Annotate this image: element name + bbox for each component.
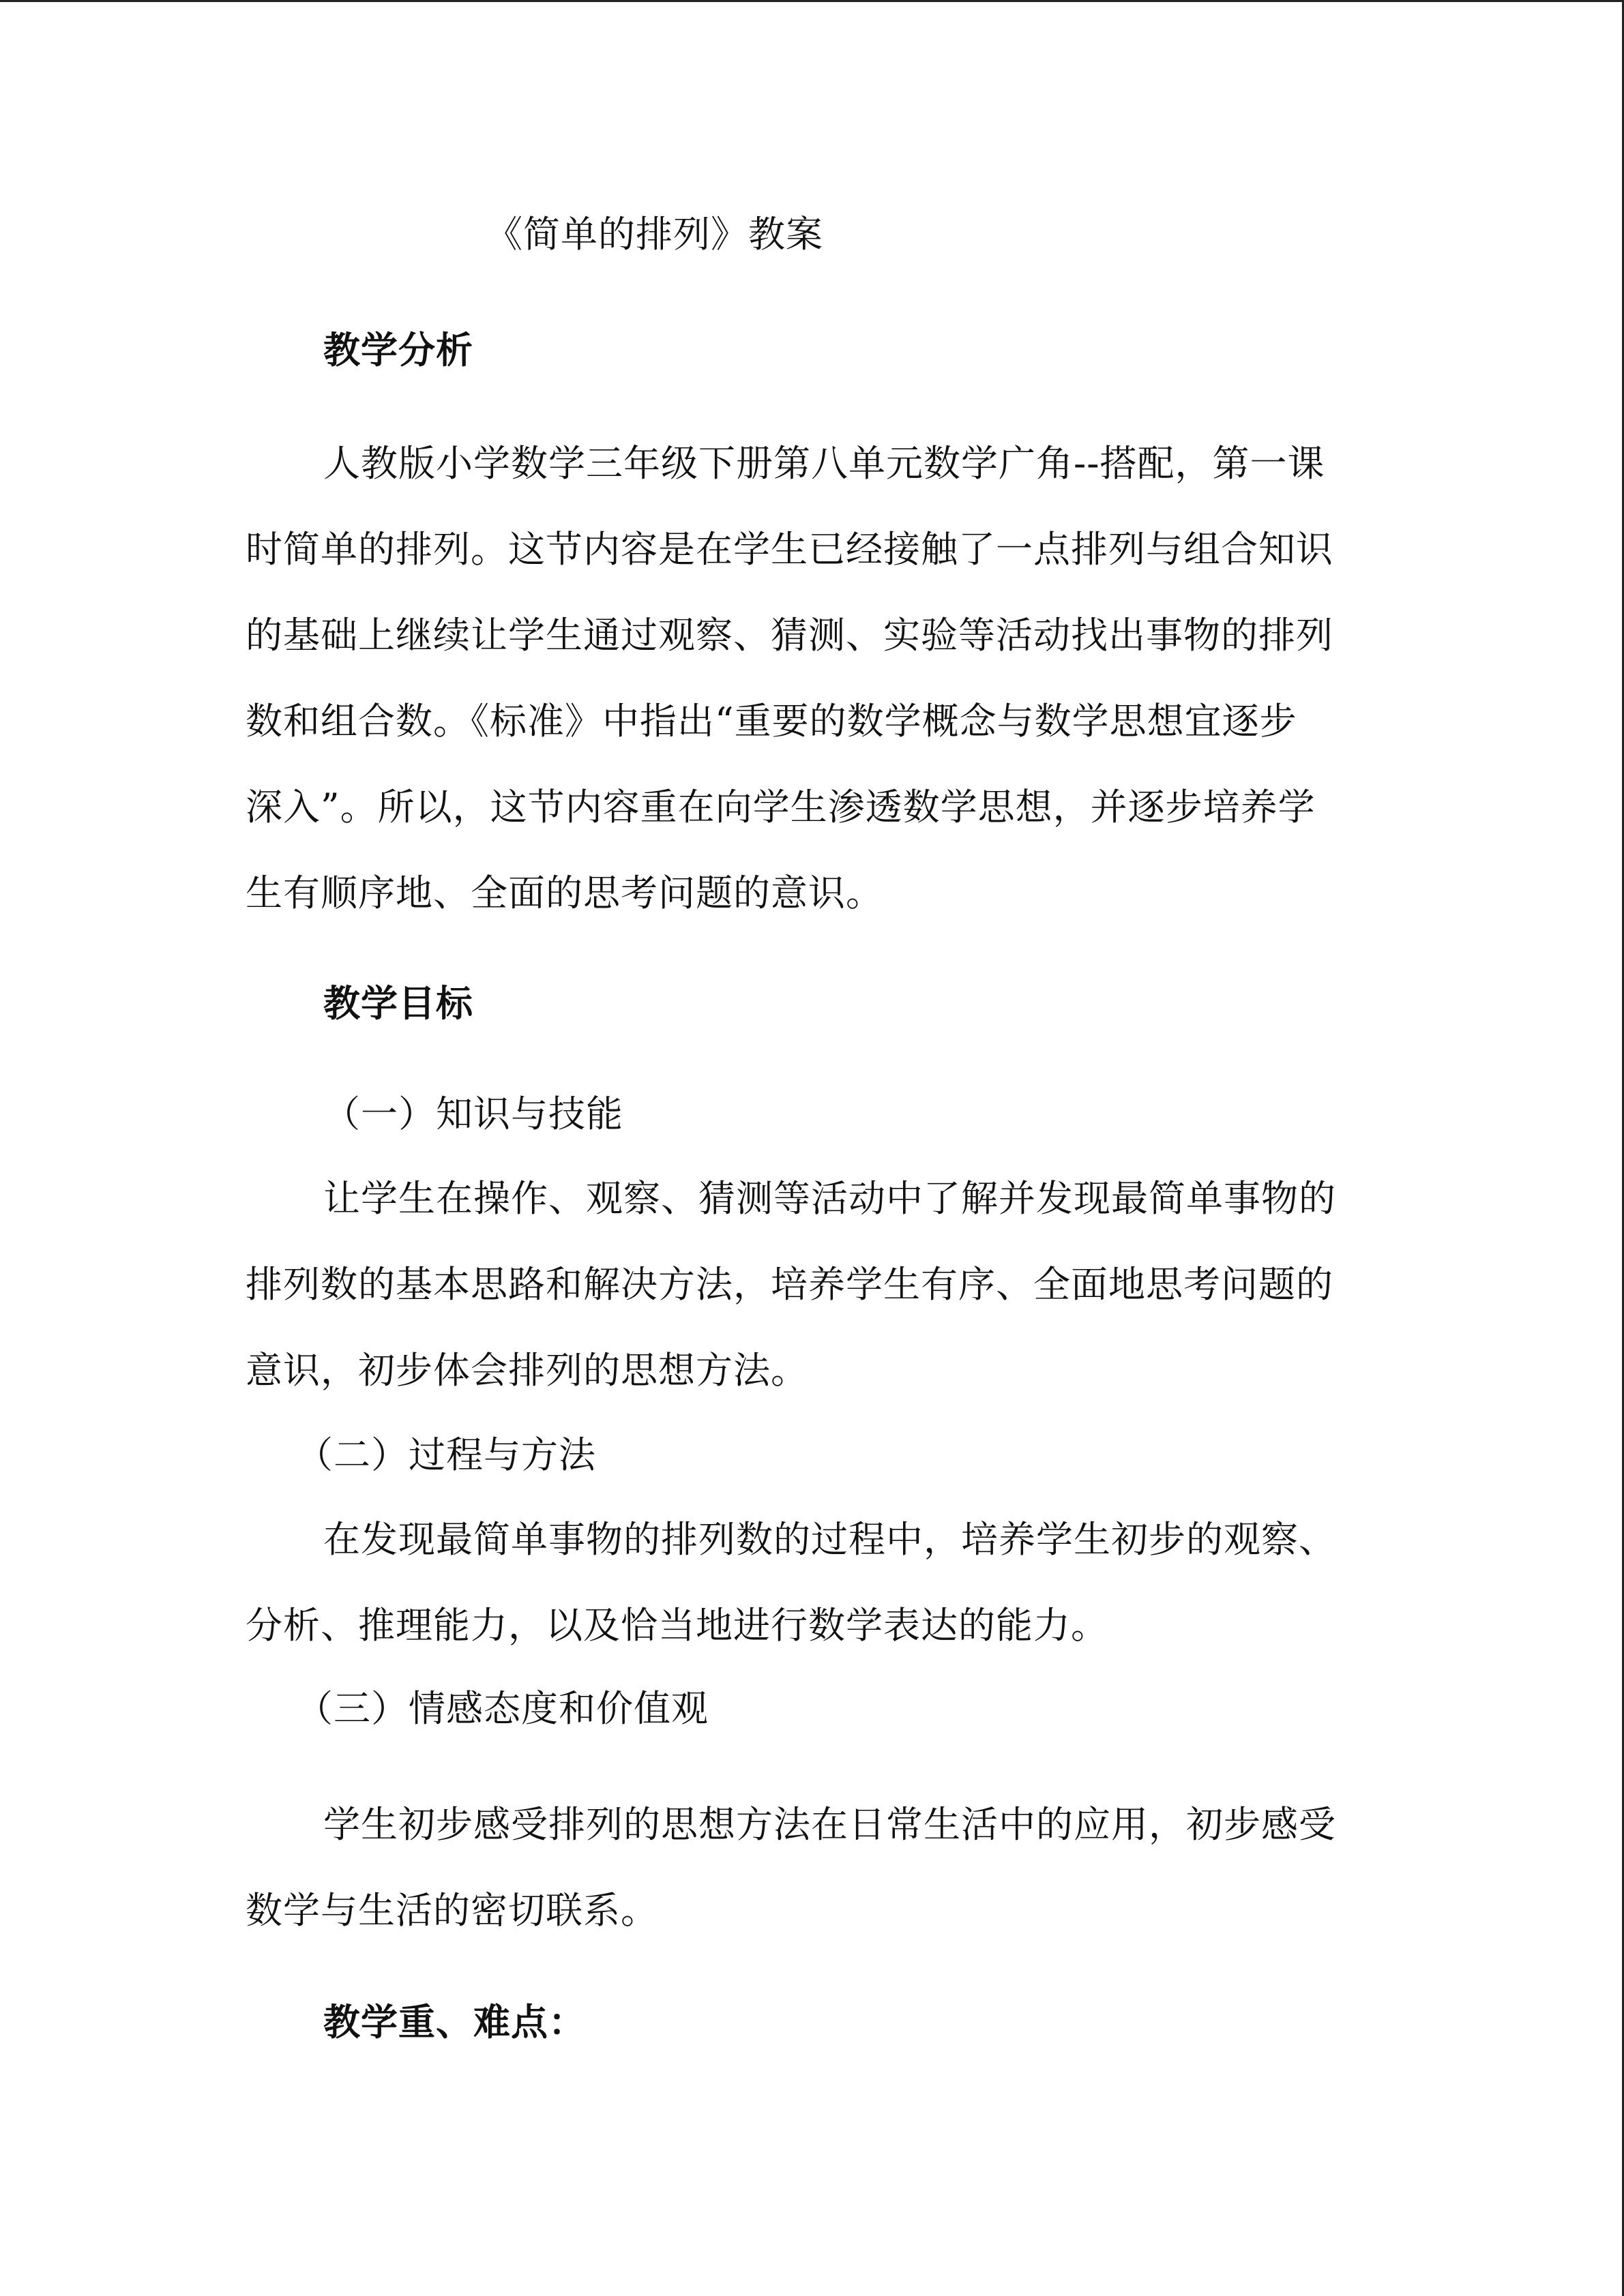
knowledge-line: 让学生在操作、观察、猜测等活动中了解并发现最简单事物的 xyxy=(323,1177,1336,1220)
emotion-line: 学生初步感受排列的思想方法在日常生活中的应用，初步感受 xyxy=(323,1803,1336,1846)
process-line: 分析、推理能力，以及恰当地进行数学表达的能力。 xyxy=(246,1604,1108,1647)
analysis-line: 的基础上继续让学生通过观察、猜测、实验等活动找出事物的排列 xyxy=(246,614,1333,657)
subheading-emotion: （三）情感态度和价值观 xyxy=(296,1687,709,1730)
analysis-line: 时简单的排列。这节内容是在学生已经接触了一点排列与组合知识 xyxy=(246,528,1333,571)
analysis-line: 人教版小学数学三年级下册第八单元数学广角--搭配，第一课 xyxy=(323,442,1325,485)
analysis-line: 生有顺序地、全面的思考问题的意识。 xyxy=(246,871,883,914)
knowledge-line: 排列数的基本思路和解决方法，培养学生有序、全面地思考问题的 xyxy=(246,1263,1333,1306)
analysis-line: 深入”。所以，这节内容重在向学生渗透数学思想，并逐步培养学 xyxy=(246,786,1316,829)
section-heading-goals: 教学目标 xyxy=(323,982,473,1025)
subheading-process: （二）过程与方法 xyxy=(296,1433,596,1476)
emotion-line: 数学与生活的密切联系。 xyxy=(246,1889,658,1932)
section-heading-keypoints: 教学重、难点： xyxy=(323,2001,586,2044)
knowledge-line: 意识，初步体会排列的思想方法。 xyxy=(246,1349,808,1392)
process-line: 在发现最简单事物的排列数的过程中，培养学生初步的观察、 xyxy=(323,1518,1336,1561)
analysis-line: 数和组合数。《标准》中指出“重要的数学概念与数学思想宜逐步 xyxy=(246,700,1297,743)
subheading-knowledge: （一）知识与技能 xyxy=(323,1092,623,1135)
document-title: 《简单的排列》教案 xyxy=(486,213,823,256)
section-heading-analysis: 教学分析 xyxy=(323,329,473,372)
